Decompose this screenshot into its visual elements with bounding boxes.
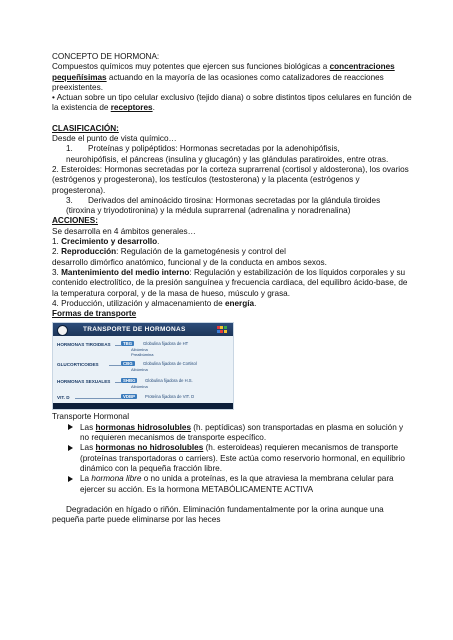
logo-icon xyxy=(57,325,68,336)
transporte-bullet-2: Las hormonas no hidrosolubles (h. esteroideas) requieren mecanismos de transporte (proteínas transportadoras o carriers). Este actúa como reservorio hormonal, en equilibrio dinámico con la pequeña fracción libre. xyxy=(52,443,412,474)
figure-row-sub: Albúmina xyxy=(131,347,148,353)
concepto-text-1: Compuestos químicos muy potentes que ejercen sus funciones biológicas a concentraciones pequeñísimas actuando en la mayoría de las ocasiones como catalizadores de reacciones preexistentes. xyxy=(52,62,395,92)
triangle-bullet-icon xyxy=(68,424,73,430)
figure-row-tag: SHBG xyxy=(123,378,136,384)
concepto-text-2: • Actuan sobre un tipo celular exclusivo (tejido diana) o sobre distintos tipos celulares en función de la existencia de receptores. xyxy=(52,93,412,113)
figure-row-desc: Globulina fijadora de H.S. xyxy=(145,378,193,384)
transporte-subheading: Transporte Hormonal xyxy=(52,412,130,422)
clasificacion-item-3-cont: (tiroxina y triyodotironina) y la médula suprarrenal (adrenalina y noradrenalina) xyxy=(66,206,351,216)
figure-row-desc: Globulina fijadora de HT xyxy=(143,341,189,347)
accion-3: 3. Mantenimiento del medio interno: Regulación y estabilización de los líquidos corporales y su contenido electrolítico, de la presión sanguínea y frecuencia cardiaca, del equilibro ácido-base, de la temperatura corporal, y de la masa de hueso, músculo y grasa. xyxy=(52,267,408,298)
transporte-bullet-3: La hormona libre o no unida a proteínas, es la que atraviesa la membrana celular para ejercer su acción. Es la hormona METABÓLICAMENTE ACTIVA xyxy=(52,474,412,495)
figure-row-tag: CBG xyxy=(123,361,133,367)
accion-2: 2. Reproducción: Regulación de la gametogénesis y control del xyxy=(52,247,286,257)
figure-row-label: GLUCORTICOIDES xyxy=(57,362,99,368)
acciones-heading: ACCIONES: xyxy=(52,216,98,226)
figure-row-sub: Albúmina xyxy=(131,384,148,390)
degradacion-text: Degradación en hígado o riñón. Eliminación fundamentalmente por la orina aunque una pequeña parte puede eliminarse por las heces xyxy=(52,504,384,525)
clasificacion-item-1: 1. Proteínas y polipéptidos: Hormonas secretadas por la adenohipófisis, xyxy=(66,144,340,154)
figure-row-sub: Prealbúmina xyxy=(131,352,154,358)
figure-title: TRANSPORTE DE HORMONAS xyxy=(83,326,186,334)
clasificacion-intro: Desde el punto de vista químico… xyxy=(52,134,177,144)
accion-4: 4. Producción, utilización y almacenamiento de energía. xyxy=(52,298,257,308)
clasificacion-item-2: 2. Esteroides: Hormonas secretadas por la corteza suprarrenal (cortisol y aldosterona), los ovarios (estrógenos y progesterona), los testículos (testosterona) y la placenta (estrógenos y progesterona). xyxy=(52,164,409,195)
figure-row-desc: Proteína fijadora de VIT. D xyxy=(145,394,195,400)
figure-row-label: VIT. D xyxy=(57,395,70,401)
clasificacion-item-3: 3. Derivados del aminoácido tirosina: Hormonas secretadas por la glándula tiroides xyxy=(66,195,381,205)
concepto-heading: CONCEPTO DE HORMONA: xyxy=(52,52,160,61)
figure-row-label: HORMONAS SEXUALES xyxy=(57,379,111,385)
figure-row-desc: Globulina fijadora de Cortisol xyxy=(143,361,197,367)
triangle-bullet-icon xyxy=(68,476,73,482)
concentraciones-term: concentraciones pequeñísimas xyxy=(52,62,395,82)
clasificacion-heading: CLASIFICACIÓN: xyxy=(52,123,119,133)
accion-1: 1. Crecimiento y desarrollo. xyxy=(52,237,160,247)
figure-row-label: HORMONAS TIROIDEAS xyxy=(57,342,111,348)
figure-header xyxy=(53,323,233,336)
figure-row-tag: VDBP xyxy=(123,394,135,400)
accion-2-cont: desarrollo dimórfico anatómico, funcional y de la conducta en ambos sexos. xyxy=(52,257,327,267)
acciones-intro: Se desarrolla en 4 ámbitos generales… xyxy=(52,226,196,236)
transporte-bullet-1: Las hormonas hidrosolubles (h. peptídicas) son transportadas en plasma en solución y no requieren mecanismos de transporte específico. xyxy=(52,423,412,444)
triangle-bullet-icon xyxy=(68,445,73,451)
receptores-term: receptores xyxy=(110,103,153,113)
transporte-heading: Formas de transporte xyxy=(52,309,137,319)
figure-row-tag: TBG xyxy=(123,341,133,347)
transporte-hormonas-figure xyxy=(52,322,234,410)
document-page xyxy=(52,52,412,525)
clasificacion-item-1-cont: neurohipófisis, el páncreas (insulina y glucagón) y las glándulas paratiroides, entre otras. xyxy=(66,154,389,164)
color-grid-icon xyxy=(217,326,227,334)
figure-row-sub: Albúmina xyxy=(131,367,148,373)
